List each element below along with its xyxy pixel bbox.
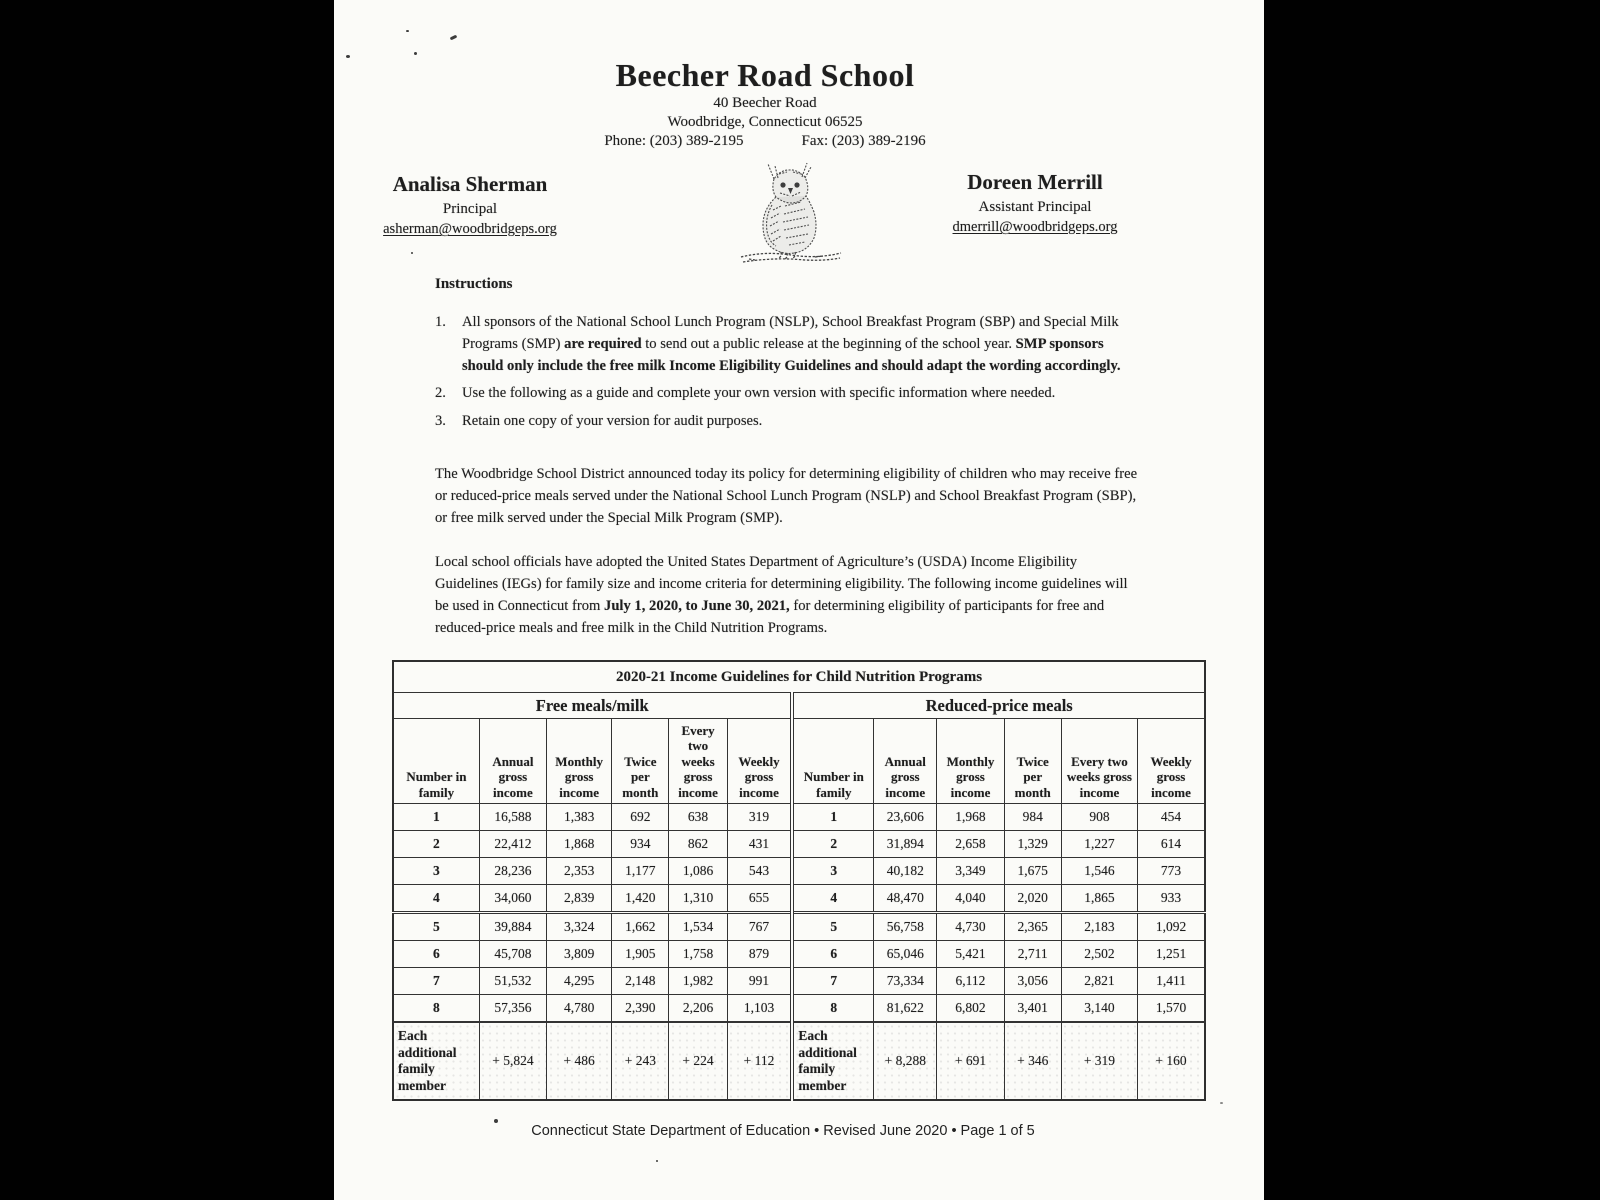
income-cell: 2,148	[612, 968, 669, 995]
income-cell: 39,884	[479, 913, 546, 941]
income-cell: 51,532	[479, 968, 546, 995]
income-cell: 2,711	[1004, 941, 1061, 968]
column-header: Monthly gross income	[937, 719, 1004, 804]
instruction-text	[462, 312, 1141, 377]
page-footer: Connecticut State Department of Education • Revised June 2020 • Page 1 of 5	[531, 1123, 1035, 1139]
assistant-principal-title: Assistant Principal	[978, 199, 1092, 215]
income-cell: 1,251	[1138, 941, 1205, 968]
body-paragraph	[435, 552, 1139, 639]
principal-block	[340, 172, 600, 238]
text-segment: are required	[564, 335, 642, 352]
family-size-cell: 7	[792, 968, 873, 995]
income-cell: 4,040	[937, 885, 1004, 913]
column-header: Weekly gross income	[727, 719, 792, 804]
additional-member-label: Each additional family member	[393, 1022, 479, 1100]
family-size-cell: 8	[792, 995, 873, 1023]
income-cell: + 8,288	[874, 1022, 937, 1100]
income-cell: 1,758	[669, 941, 727, 968]
family-size-cell: 6	[792, 941, 873, 968]
income-cell: 933	[1138, 885, 1205, 913]
income-cell: 4,295	[547, 968, 612, 995]
text-segment: SMP sponsors should only include the free milk Income Eligibility Guidelines and should adapt the wording accordingly.	[462, 335, 1121, 374]
school-address-line1: 40 Beecher Road	[713, 95, 817, 111]
family-size-cell: 1	[393, 804, 479, 831]
income-cell: 3,809	[547, 941, 612, 968]
body-paragraphs	[435, 464, 1139, 663]
principal-name: Analisa Sherman	[392, 172, 548, 196]
column-header: Every two weeks gross income	[669, 719, 727, 804]
income-cell: 614	[1138, 831, 1205, 858]
family-size-cell: 2	[393, 831, 479, 858]
income-cell: 34,060	[479, 885, 546, 913]
income-cell: 879	[727, 941, 792, 968]
assistant-principal-name: Doreen Merrill	[967, 170, 1103, 194]
column-header: Twice per month	[1004, 719, 1061, 804]
text-segment: Local school officials have adopted the United States Department of Agriculture’s (USDA) Income Eligibility Guidelines (IEGs) for family size and income criteria for determining eligibility. The following income guidelines will be used in Connecticut from	[435, 554, 1128, 614]
family-size-cell: 6	[393, 941, 479, 968]
column-header: Annual gross income	[874, 719, 937, 804]
principal-title: Principal	[442, 201, 498, 217]
instruction-item	[435, 411, 1141, 433]
income-cell: 45,708	[479, 941, 546, 968]
table-section-header: Free meals/milk	[393, 693, 792, 719]
income-cell: 48,470	[874, 885, 937, 913]
income-cell: 655	[727, 885, 792, 913]
assistant-principal-block	[905, 170, 1165, 236]
income-cell: 2,020	[1004, 885, 1061, 913]
income-cell: + 319	[1061, 1022, 1137, 1100]
income-cell: + 5,824	[479, 1022, 546, 1100]
text-segment: July 1, 2020, to June 30, 2021,	[604, 597, 790, 614]
income-cell: 22,412	[479, 831, 546, 858]
column-header: Monthly gross income	[547, 719, 612, 804]
income-cell: 2,658	[937, 831, 1004, 858]
income-cell: 28,236	[479, 858, 546, 885]
income-cell: 1,411	[1138, 968, 1205, 995]
income-cell: 3,401	[1004, 995, 1061, 1023]
assistant-principal-email: dmerrill@woodbridgeps.org	[952, 219, 1118, 235]
income-cell: 5,421	[937, 941, 1004, 968]
income-cell: 65,046	[874, 941, 937, 968]
income-cell: 1,675	[1004, 858, 1061, 885]
income-cell: 2,365	[1004, 913, 1061, 941]
income-cell: 23,606	[874, 804, 937, 831]
income-cell: 57,356	[479, 995, 546, 1023]
body-paragraph	[435, 464, 1139, 529]
text-segment: All sponsors of the National School Lunch Program (NSLP), School Breakfast Program (SBP) and Special Milk Programs (SMP)	[462, 314, 1119, 352]
text-segment: The Woodbridge School District announced today its policy for determining eligibility of children who may receive free or reduced-price meals served under the National School Lunch Program (NSLP) and School Breakfast Program (SBP), or free milk served under the Special Milk Program (SMP).	[435, 466, 1138, 526]
income-cell: 692	[612, 804, 669, 831]
income-cell: 1,086	[669, 858, 727, 885]
income-cell: + 243	[612, 1022, 669, 1100]
income-cell: 6,802	[937, 995, 1004, 1023]
income-cell: + 160	[1138, 1022, 1205, 1100]
income-cell: 991	[727, 968, 792, 995]
income-cell: 1,968	[937, 804, 1004, 831]
additional-member-label: Each additional family member	[792, 1022, 873, 1100]
table-section-header: Reduced-price meals	[792, 693, 1205, 719]
income-cell: 862	[669, 831, 727, 858]
income-cell: 2,502	[1061, 941, 1137, 968]
income-cell: 2,206	[669, 995, 727, 1023]
income-cell: 1,546	[1061, 858, 1137, 885]
text-segment: for determining eligibility of participants for free and reduced-price meals and free milk in the Child Nutrition Programs.	[435, 597, 1105, 636]
income-cell: 31,894	[874, 831, 937, 858]
income-cell: 1,865	[1061, 885, 1137, 913]
income-cell: 319	[727, 804, 792, 831]
income-cell: 1,570	[1138, 995, 1205, 1023]
income-cell: 2,353	[547, 858, 612, 885]
income-cell: + 224	[669, 1022, 727, 1100]
income-cell: 4,730	[937, 913, 1004, 941]
family-size-cell: 8	[393, 995, 479, 1023]
instruction-number: 1.	[435, 314, 446, 330]
column-header: Number in family	[393, 719, 479, 804]
income-cell: + 346	[1004, 1022, 1061, 1100]
income-cell: 767	[727, 913, 792, 941]
income-cell: 73,334	[874, 968, 937, 995]
instruction-item	[435, 383, 1141, 405]
instruction-text	[462, 411, 1141, 433]
school-address-line2: Woodbridge, Connecticut 06525	[667, 113, 863, 130]
income-cell: 1,534	[669, 913, 727, 941]
income-cell: 4,780	[547, 995, 612, 1023]
instruction-text	[462, 383, 1141, 405]
family-size-cell: 2	[792, 831, 873, 858]
column-header: Annual gross income	[479, 719, 546, 804]
school-phone: Phone: (203) 389-2195	[604, 133, 744, 149]
income-cell: 1,310	[669, 885, 727, 913]
income-cell: 3,324	[547, 913, 612, 941]
income-cell: 1,383	[547, 804, 612, 831]
family-size-cell: 4	[792, 885, 873, 913]
school-name: Beecher Road School	[615, 57, 915, 93]
income-cell: 6,112	[937, 968, 1004, 995]
text-segment: to send out a public release at the beginning of the school year.	[641, 335, 1016, 352]
scan-speckle	[406, 30, 409, 32]
instructions-heading: Instructions	[435, 276, 513, 292]
family-size-cell: 5	[393, 913, 479, 941]
school-header	[434, 56, 1096, 150]
income-cell: 3,056	[1004, 968, 1061, 995]
income-cell: 40,182	[874, 858, 937, 885]
income-cell: 1,662	[612, 913, 669, 941]
column-header: Twice per month	[612, 719, 669, 804]
scan-speckle	[411, 252, 413, 254]
family-size-cell: 5	[792, 913, 873, 941]
family-size-cell: 3	[792, 858, 873, 885]
income-cell: 2,839	[547, 885, 612, 913]
text-segment: Use the following as a guide and complete your own version with specific information where needed.	[462, 385, 1056, 402]
income-cell: 1,103	[727, 995, 792, 1023]
column-header: Weekly gross income	[1138, 719, 1205, 804]
school-fax: Fax: (203) 389-2196	[801, 133, 926, 149]
income-cell: 1,177	[612, 858, 669, 885]
income-cell: 543	[727, 858, 792, 885]
income-cell: 2,183	[1061, 913, 1137, 941]
instructions-list	[435, 312, 1141, 439]
document-page	[334, 0, 1264, 1200]
income-cell: 773	[1138, 858, 1205, 885]
income-cell: 56,758	[874, 913, 937, 941]
family-size-cell: 4	[393, 885, 479, 913]
scan-speckle	[346, 55, 350, 58]
family-size-cell: 7	[393, 968, 479, 995]
table-title: 2020-21 Income Guidelines for Child Nutrition Programs	[393, 661, 1205, 693]
income-cell: 638	[669, 804, 727, 831]
column-header: Every two weeks gross income	[1061, 719, 1137, 804]
income-cell: 1,982	[669, 968, 727, 995]
family-size-cell: 3	[393, 858, 479, 885]
income-cell: 984	[1004, 804, 1061, 831]
income-cell: 1,420	[612, 885, 669, 913]
income-cell: 3,349	[937, 858, 1004, 885]
income-cell: + 691	[937, 1022, 1004, 1100]
principal-email: asherman@woodbridgeps.org	[383, 221, 557, 237]
income-cell: 908	[1061, 804, 1137, 831]
instruction-number: 3.	[435, 413, 446, 430]
scan-speckle	[450, 35, 458, 41]
income-cell: 1,905	[612, 941, 669, 968]
income-cell: 1,092	[1138, 913, 1205, 941]
instruction-number: 2.	[435, 385, 446, 402]
income-cell: 1,868	[547, 831, 612, 858]
family-size-cell: 1	[792, 804, 873, 831]
column-header: Number in family	[792, 719, 873, 804]
scan-speckle	[1220, 1102, 1223, 1104]
income-cell: 454	[1138, 804, 1205, 831]
income-cell: 16,588	[479, 804, 546, 831]
income-table	[392, 660, 1206, 1101]
instruction-item	[435, 312, 1141, 377]
owl-logo-icon	[735, 160, 847, 266]
income-cell: 1,227	[1061, 831, 1137, 858]
income-cell: 2,390	[612, 995, 669, 1023]
income-cell: 1,329	[1004, 831, 1061, 858]
income-cell: 431	[727, 831, 792, 858]
income-cell: 81,622	[874, 995, 937, 1023]
text-segment: Retain one copy of your version for audit purposes.	[462, 413, 763, 430]
income-cell: 934	[612, 831, 669, 858]
income-cell: 3,140	[1061, 995, 1137, 1023]
scan-speckle	[414, 52, 417, 55]
income-cell: + 112	[727, 1022, 792, 1100]
scan-speckle	[656, 1160, 658, 1162]
income-cell: + 486	[547, 1022, 612, 1100]
income-cell: 2,821	[1061, 968, 1137, 995]
